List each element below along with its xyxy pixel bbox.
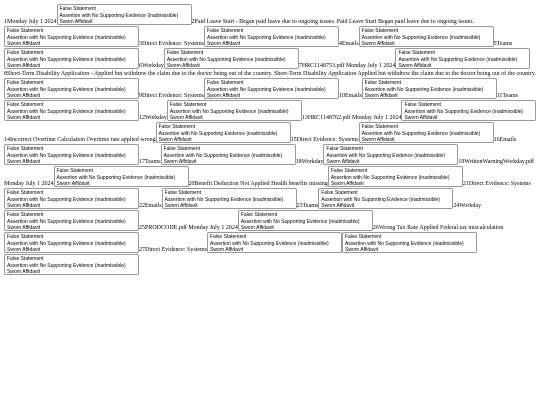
select-option[interactable]: Assertion with No Supporting Evidence (inadmissible)	[361, 34, 481, 41]
classification-select[interactable]	[238, 210, 373, 231]
select-option[interactable]: Assertion with No Supporting Evidence (inadmissible)	[326, 152, 446, 159]
classification-select[interactable]	[359, 26, 494, 47]
select-option[interactable]: Sworn Affidavit	[330, 181, 364, 187]
select-option[interactable]: False Statement	[7, 102, 44, 108]
classification-select[interactable]	[57, 4, 192, 25]
select-option[interactable]: Sworn Affidavit	[7, 41, 40, 47]
select-option[interactable]: Assertion with No Supporting Evidence (inadmissible)	[163, 152, 283, 159]
select-option[interactable]: Sworn Affidavit	[240, 225, 274, 231]
select-option[interactable]: Sworn Affidavit	[7, 63, 40, 69]
select-option[interactable]: False Statement	[166, 50, 204, 56]
entry-text: 14Incorrect Overtime Calculation Overtime rate applied wrong	[4, 137, 156, 143]
entry-text: 19WrittenWarningWorkday.pdf Monday July 1 2024	[4, 159, 534, 187]
classification-select[interactable]	[162, 188, 297, 209]
select-option[interactable]: Sworn Affidavit	[56, 181, 90, 187]
classification-select[interactable]	[156, 122, 291, 143]
classification-select[interactable]	[204, 26, 339, 47]
select-option[interactable]: False Statement	[361, 28, 399, 34]
entry-text: 4Emails	[338, 41, 359, 47]
select-option[interactable]: False Statement	[330, 168, 368, 174]
select-option[interactable]: Sworn Affidavit	[169, 115, 203, 121]
select-option[interactable]: Assertion with No Supporting Evidence (inadmissible)	[7, 196, 126, 203]
classification-select[interactable]	[4, 48, 139, 69]
select-option[interactable]: Sworn Affidavit	[361, 137, 395, 143]
select-option[interactable]: False Statement	[169, 102, 207, 108]
classification-select[interactable]	[362, 78, 497, 99]
entry-text: 17Teams	[139, 159, 161, 165]
select-option[interactable]: Assertion with No Supporting Evidence (inadmissible)	[158, 130, 278, 137]
select-option[interactable]: False Statement	[59, 6, 96, 12]
select-option[interactable]: Assertion with No Supporting Evidence (inadmissible)	[7, 56, 126, 63]
select-option[interactable]: Assertion with No Supporting Evidence (inadmissible)	[7, 34, 126, 41]
select-option[interactable]: Assertion with No Supporting Evidence (inadmissible)	[398, 56, 518, 63]
select-option[interactable]: Sworn Affidavit	[7, 115, 40, 121]
select-option[interactable]: Assertion with No Supporting Evidence (inadmissible)	[206, 86, 326, 93]
select-option[interactable]: Sworn Affidavit	[344, 247, 378, 253]
select-option[interactable]: False Statement	[7, 50, 44, 56]
select-option[interactable]: Sworn Affidavit	[158, 137, 192, 143]
select-option[interactable]: Assertion with No Supporting Evidence (inadmissible)	[166, 56, 286, 63]
classification-select[interactable]	[167, 100, 302, 121]
entry-text: 27Direct Evidence: Systems	[139, 247, 207, 253]
entry-text: 18Workday	[295, 159, 324, 165]
select-option[interactable]: Sworn Affidavit	[7, 247, 40, 253]
select-option[interactable]: False Statement	[361, 124, 398, 130]
entry-text: 22Emails	[139, 203, 162, 209]
select-option[interactable]: Sworn Affidavit	[398, 63, 432, 69]
select-option[interactable]: False Statement	[7, 80, 44, 86]
select-option[interactable]: False Statement	[7, 190, 44, 196]
select-option[interactable]: Assertion with No Supporting Evidence (inadmissible)	[7, 152, 126, 159]
entry-text: 9Direct Evidence: Systems	[139, 93, 204, 99]
entry-text: 21Direct Evidence: Systems	[462, 181, 531, 187]
classification-select[interactable]	[4, 210, 139, 231]
select-option[interactable]: False Statement	[364, 80, 402, 86]
classification-select[interactable]	[207, 232, 342, 253]
classification-select[interactable]	[4, 26, 139, 47]
entry-text: 25PRODCODE.pdf Monday July 1 2024	[139, 225, 238, 231]
select-option[interactable]: False Statement	[163, 146, 200, 152]
classification-select[interactable]	[4, 100, 139, 121]
select-option[interactable]: Sworn Affidavit	[206, 93, 240, 99]
select-option[interactable]: Assertion with No Supporting Evidence (inadmissible)	[321, 196, 440, 203]
select-option[interactable]: False Statement	[7, 256, 44, 262]
select-option[interactable]: False Statement	[56, 168, 93, 174]
select-option[interactable]: Assertion with No Supporting Evidence (inadmissible)	[404, 108, 524, 115]
select-option[interactable]: Sworn Affidavit	[326, 159, 360, 165]
entry-text: 3Direct Evidence: Systems	[139, 41, 204, 47]
entry-text: 11Teams	[496, 93, 519, 99]
select-option[interactable]: False Statement	[7, 28, 44, 34]
entry-text: 2Paid Leave Start - Began paid leave due to ongoing issues. Paid Leave Start Began paid leave due to ongoing issues.	[191, 19, 475, 25]
entry-text: 15Direct Evidence: Systems	[290, 137, 359, 143]
entry-text: 16Emails	[493, 137, 517, 143]
select-option[interactable]: False Statement	[398, 50, 435, 56]
select-option[interactable]: False Statement	[206, 28, 244, 34]
select-option[interactable]: False Statement	[7, 234, 44, 240]
select-option[interactable]: Sworn Affidavit	[364, 93, 398, 99]
classification-select[interactable]	[204, 78, 339, 99]
select-option[interactable]: Assertion with No Supporting Evidence (inadmissible)	[206, 34, 326, 41]
select-option[interactable]: False Statement	[7, 212, 44, 218]
entry-text: 10Emails	[338, 93, 362, 99]
classification-select[interactable]	[161, 144, 296, 165]
entry-text: 6Workday	[139, 63, 164, 69]
select-option[interactable]: Assertion with No Supporting Evidence (inadmissible)	[240, 218, 360, 225]
select-option[interactable]: Sworn Affidavit	[7, 269, 40, 275]
select-option[interactable]: Sworn Affidavit	[7, 93, 40, 99]
select-option[interactable]: Assertion with No Supporting Evidence (inadmissible)	[344, 240, 464, 247]
select-option[interactable]: Assertion with No Supporting Evidence (inadmissible)	[59, 12, 179, 19]
classification-select[interactable]	[401, 100, 536, 121]
select-option[interactable]: False Statement	[158, 124, 196, 130]
select-option[interactable]: False Statement	[321, 190, 358, 196]
select-option[interactable]: Sworn Affidavit	[7, 203, 40, 209]
select-option[interactable]: Assertion with No Supporting Evidence (inadmissible)	[209, 240, 329, 247]
classification-select[interactable]	[4, 144, 139, 165]
select-option[interactable]: False Statement	[209, 234, 247, 240]
classification-select[interactable]	[342, 232, 477, 253]
classification-select[interactable]	[359, 122, 494, 143]
select-option[interactable]: Sworn Affidavit	[163, 159, 197, 165]
select-option[interactable]: Sworn Affidavit	[404, 115, 438, 121]
entry-text: 12Workday	[139, 115, 167, 121]
select-option[interactable]: False Statement	[206, 80, 244, 86]
select-option[interactable]: Assertion with No Supporting Evidence (inadmissible)	[7, 86, 126, 93]
select-option[interactable]: Assertion with No Supporting Evidence (inadmissible)	[7, 108, 126, 115]
select-option[interactable]: Assertion with No Supporting Evidence (inadmissible)	[361, 130, 481, 137]
select-option[interactable]: Assertion with No Supporting Evidence (inadmissible)	[7, 218, 126, 225]
entry-text: 20Benefit Deduction Not Applied Health benefits missing	[188, 181, 328, 187]
select-option[interactable]: False Statement	[240, 212, 278, 218]
entry-text: 7HRC1148753.pdf Monday July 1 2024	[298, 63, 396, 69]
select-option[interactable]: Assertion with No Supporting Evidence (inadmissible)	[56, 174, 176, 181]
classification-select[interactable]	[395, 48, 530, 69]
classification-select[interactable]	[4, 188, 139, 209]
select-option[interactable]: Sworn Affidavit	[209, 247, 243, 253]
select-option[interactable]: False Statement	[404, 102, 441, 108]
classification-select[interactable]	[318, 188, 453, 209]
classification-select[interactable]	[328, 166, 463, 187]
select-option[interactable]: Assertion with No Supporting Evidence (inadmissible)	[169, 108, 289, 115]
entry-text: 1Monday July 1 2024	[4, 19, 57, 25]
classification-select[interactable]	[54, 166, 189, 187]
select-option[interactable]: Sworn Affidavit	[321, 203, 355, 209]
entry-text: 24Workday	[453, 203, 482, 209]
select-option[interactable]: Assertion with No Supporting Evidence (inadmissible)	[7, 262, 126, 269]
entry-text: 23Teams	[296, 203, 319, 209]
select-option[interactable]: False Statement	[164, 190, 202, 196]
select-option[interactable]: Sworn Affidavit	[361, 41, 395, 47]
select-option[interactable]: Sworn Affidavit	[7, 159, 40, 165]
select-option[interactable]: False Statement	[7, 146, 44, 152]
select-option[interactable]: Assertion with No Supporting Evidence (inadmissible)	[330, 174, 450, 181]
classification-select[interactable]	[164, 48, 299, 69]
select-option[interactable]: Assertion with No Supporting Evidence (inadmissible)	[7, 240, 126, 247]
select-option[interactable]: Sworn Affidavit	[164, 203, 198, 209]
classification-select[interactable]	[323, 144, 458, 165]
select-option[interactable]: Sworn Affidavit	[59, 19, 93, 25]
select-option[interactable]: False Statement	[326, 146, 363, 152]
select-option[interactable]: Assertion with No Supporting Evidence (inadmissible)	[164, 196, 284, 203]
classification-select[interactable]	[4, 232, 139, 253]
entry-text: 13HRC1148762.pdf Monday July 1 2024	[301, 115, 402, 121]
select-option[interactable]: Sworn Affidavit	[166, 63, 200, 69]
entry-text: 26Wrong Tax Rate Applied Federal tax miscalculation	[372, 225, 504, 231]
entry-text: 5Teams	[493, 41, 513, 47]
classification-select[interactable]	[4, 254, 139, 275]
classification-select[interactable]	[4, 78, 139, 99]
select-option[interactable]: Sworn Affidavit	[7, 225, 40, 231]
select-option[interactable]: False Statement	[344, 234, 382, 240]
entry-text: 8Short-Term Disability Application - Applied but withdrew the claim due to the doctor being out of the country. Short-Term Disability Application Applied but withdrew the claim due to the doctor being out of the country.	[4, 71, 536, 77]
select-option[interactable]: Sworn Affidavit	[206, 41, 240, 47]
select-option[interactable]: Assertion with No Supporting Evidence (inadmissible)	[364, 86, 484, 93]
